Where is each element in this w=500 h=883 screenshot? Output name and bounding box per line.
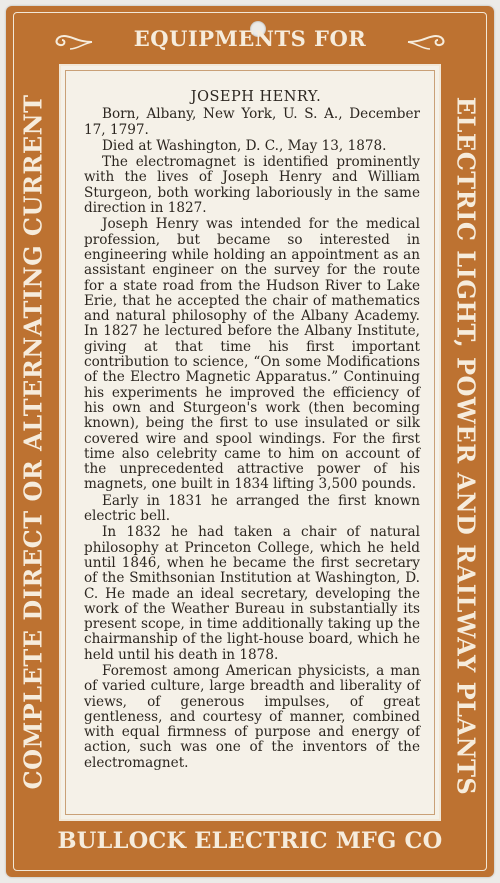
paragraph: Died at Washington, D. C., May 13, 1878.	[102, 137, 387, 154]
border-left-text: COMPLETE DIRECT OR ALTERNATING CURRENT	[18, 94, 48, 790]
paragraph: Early in 1831 he arranged the first known electric bell.	[84, 492, 420, 525]
paragraph: Foremost among American physicists, a man of varied culture, large breadth and liberality of views, of generous impulses, of great gentleness, and courtesy of manner, combined with equal firmness of purpose and energy of action, such was one of the inventors of the electromagnet.	[84, 662, 420, 771]
border-right-text: ELECTRIC LIGHT, POWER AND RAILWAY PLANTS	[451, 96, 481, 796]
paragraph: Joseph Henry was intended for the medical profession, but became so interested in engineering while holding an appointment as an assistant engineer on the survey for the route for a state road from the Hudson River to Lake Erie, that he accepted the chair of mathematics and natural philosophy of the Albany Academy. In 1827 he lectured before the Albany Institute, giving at that time his first important contribution to science, “On some Modifications of the Electro Magnetic Apparatus.” Continuing his experiments he improved the efficiency of his own and Sturgeon's work (then becoming known), being the first to use insulated or silk covered wire and spool windings. For the first time also celebrity came to him on account of the unprecedented attractive power of his magnets, one built in 1834 lifting 3,500 pounds.	[84, 216, 420, 493]
paragraph: The electromagnet is identified prominently with the lives of Joseph Henry and William Sturgeon, both working laboriously in the same direction in 1827.	[84, 154, 420, 217]
border-top-text: EQUIPMENTS FOR	[133, 26, 367, 51]
paragraph: In 1832 he had taken a chair of natural philosophy at Princeton College, which he held until 1846, when he became the first secretary of the Smithsonian Institution at Washington, D. C. He made an ideal secretary, developing the work of the Weather Bureau in substantially its present scope, in time additionally taking up the chairmanship of the light-house board, which he held until his death in 1878.	[84, 524, 420, 663]
border-bottom-text: BULLOCK ELECTRIC MFG CO	[57, 828, 443, 854]
paragraph: Born, Albany, New York, U. S. A., December 17, 1797.	[84, 106, 420, 138]
article-body	[84, 90, 420, 772]
article-title: JOSEPH HENRY.	[190, 89, 322, 105]
